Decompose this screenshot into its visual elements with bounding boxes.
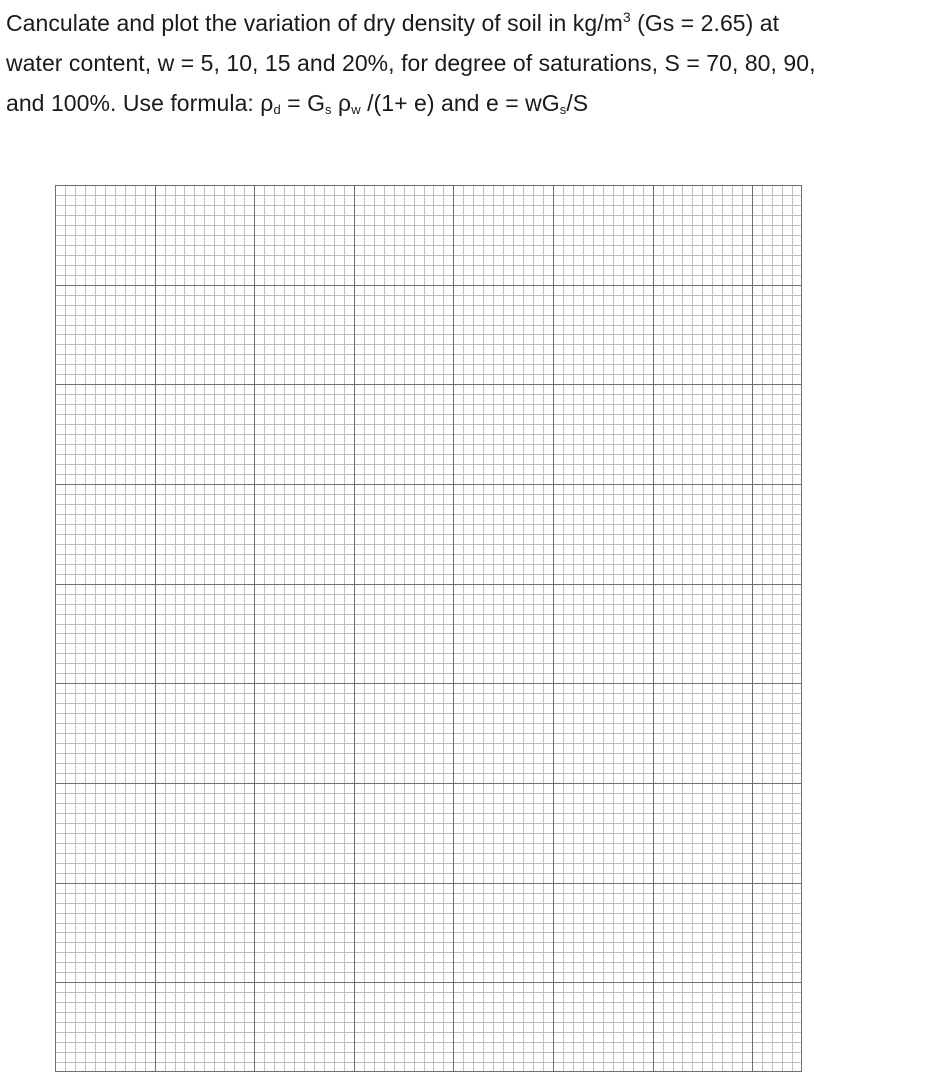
rho-w-symbol: ρ: [338, 90, 352, 116]
cubic-exponent: 3: [622, 9, 631, 25]
grid-border: [56, 186, 802, 1072]
formula-part-1: = G: [280, 90, 326, 116]
question-text: [6, 3, 931, 123]
subscript-w: w: [351, 102, 361, 117]
line1-text: Canculate and plot the variation of dry density of soil in kg/m: [6, 10, 623, 36]
question-line-1: [6, 10, 779, 36]
subscript-s-2: s: [559, 102, 567, 117]
subscript-d: d: [273, 102, 281, 117]
formula-intro: and 100%. Use formula:: [6, 90, 261, 116]
question-line-3: [6, 90, 588, 116]
subscript-s: s: [325, 102, 332, 117]
formula-end: /S: [566, 90, 589, 116]
graph-paper: [55, 185, 802, 1072]
gs-value-text: (Gs = 2.65) at: [630, 10, 780, 36]
question-line-2: water content, w = 5, 10, 15 and 20%, for degree of saturations, S = 70, 80, 90,: [6, 50, 816, 76]
graph-paper-grid: [55, 185, 802, 1072]
dry-density-formula: [260, 90, 588, 116]
rho-symbol: ρ: [260, 90, 274, 116]
formula-part-2: /(1+ e) and e = wG: [360, 90, 560, 116]
